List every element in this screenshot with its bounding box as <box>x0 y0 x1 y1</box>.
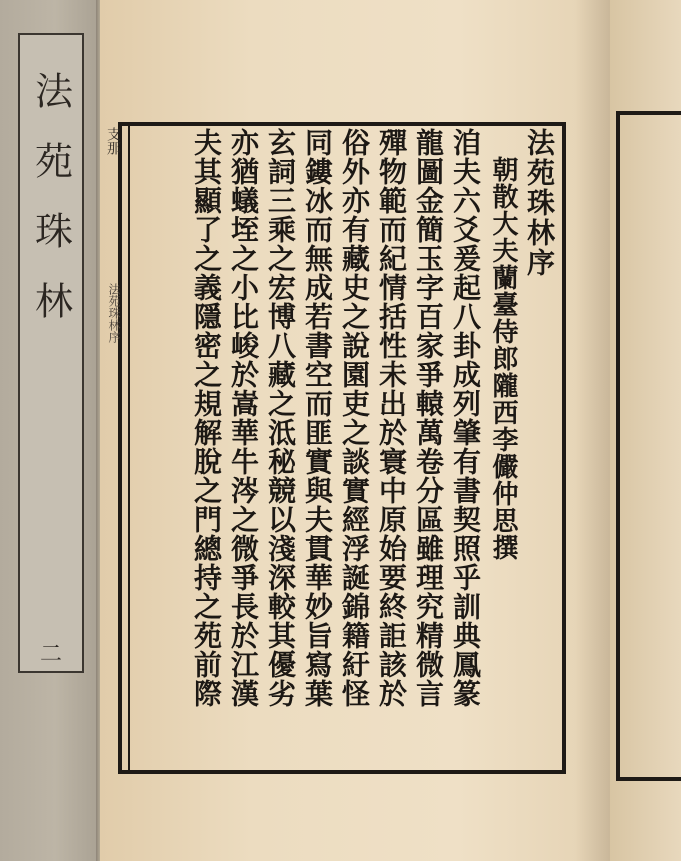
block-center-rule <box>128 126 130 770</box>
text-column: 亦猶蟻垤之小比峻於嵩華牛涔之微爭長於江漢 <box>227 128 260 708</box>
text-column: 殫物範而紀情括性未出於寰中原始要終詎該於 <box>375 128 408 708</box>
volume-mark: 二 <box>39 642 62 667</box>
fishtail-label: 支那 <box>105 127 121 155</box>
text-column: 龍圖金簡玉字百家爭轅萬卷分區雖理究精微言 <box>412 128 445 708</box>
preface-text-block <box>190 128 558 768</box>
author-line: 朝散大夫蘭臺侍郎隴西李儼仲思撰 <box>488 156 518 561</box>
title-slip <box>18 33 84 673</box>
cover-title: 法苑珠林 <box>28 71 73 351</box>
adjacent-border-frame <box>616 111 681 781</box>
preface-heading: 法苑珠林序 <box>523 128 556 278</box>
text-column: 夫其顯了之義隱密之規解脫之門總持之苑前際 <box>190 128 223 708</box>
text-column: 同鏤冰而無成若書空而匪實與夫貫華妙旨寫葉 <box>301 128 334 708</box>
page-gutter-shadow <box>575 0 610 861</box>
text-column: 玄詞三乘之宏博八藏之泜秘競以淺深較其優劣 <box>264 128 297 708</box>
text-column: 洎夫六爻爰起八卦成列肇有書契照乎訓典鳳篆 <box>449 128 482 708</box>
text-column: 俗外亦有藏史之說園吏之談實經浮誕錦籍紆怪 <box>338 128 371 708</box>
heart-column-title: 法苑珠林序 <box>107 283 121 343</box>
